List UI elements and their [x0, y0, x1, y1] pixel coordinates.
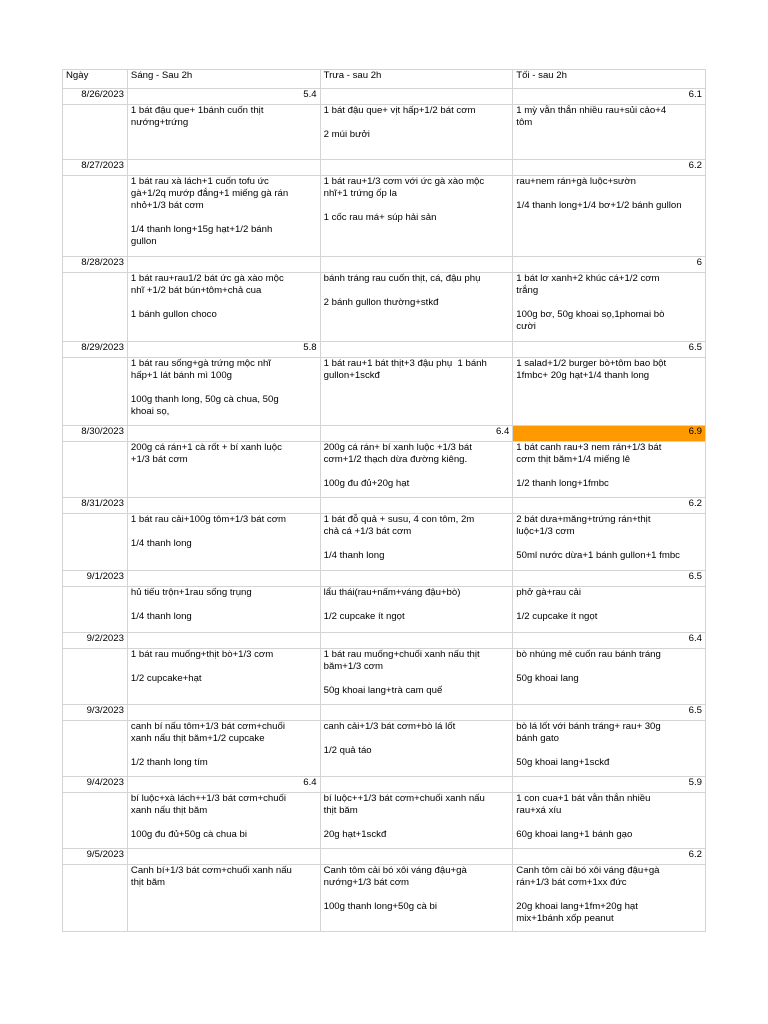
header-evening[interactable]: Tối - sau 2h — [513, 70, 706, 89]
meal-line: 50g khoai lang — [516, 673, 579, 684]
meal-line — [131, 382, 317, 394]
meal-line: 2 bánh gullon thường+stkđ — [323, 297, 439, 308]
glucose-value-morning[interactable] — [127, 633, 320, 649]
meal-cell-noon[interactable] — [320, 721, 513, 777]
meal-line: 60g khoai lang+1 bánh gạo — [516, 829, 633, 840]
meal-line: 1 bát rau sống+gà trứng mộc nhĩ — [130, 358, 271, 369]
glucose-value-evening[interactable]: 6.2 — [513, 498, 706, 514]
meal-cell-noon[interactable] — [320, 793, 513, 849]
meal-cell-morning[interactable] — [127, 793, 320, 849]
empty-cell[interactable] — [63, 721, 128, 777]
meal-cell-noon[interactable] — [320, 176, 513, 257]
meal-line: 1 bát rau+1 bát thịt+3 đậu phụ 1 bánh — [323, 358, 487, 369]
empty-cell[interactable] — [63, 358, 128, 426]
glucose-value-evening[interactable]: 6.2 — [513, 160, 706, 176]
header-date[interactable]: Ngày — [63, 70, 128, 89]
meal-line: 200g cá rán+1 cà rốt + bí xanh luộc — [130, 442, 282, 453]
empty-cell[interactable] — [63, 649, 128, 705]
empty-cell[interactable] — [63, 105, 128, 160]
meal-line: rán+1/3 bát cơm+1xx đức — [516, 877, 627, 888]
glucose-value-evening[interactable]: 6.5 — [513, 342, 706, 358]
meal-line — [324, 466, 510, 478]
meal-line: 2 múi bưởi — [323, 129, 370, 140]
meal-line: canh cải+1/3 bát cơm+bò lá lốt — [323, 721, 456, 732]
glucose-value-noon[interactable] — [320, 160, 513, 176]
glucose-value-morning[interactable] — [127, 705, 320, 721]
meal-line: 1 bát rau+rau1/2 bát ức gà xào mộc — [130, 273, 284, 284]
meal-line: tôm — [516, 117, 533, 128]
meal-row — [63, 273, 706, 342]
meal-line: cười — [516, 321, 536, 332]
glucose-value-morning[interactable] — [127, 160, 320, 176]
meal-line: 1 bát rau+1/3 cơm với ức gà xào mộc — [323, 176, 485, 187]
meal-cell-morning[interactable] — [127, 442, 320, 498]
meal-line: nhĩ +1/2 bát bún+tôm+chả cua — [130, 285, 262, 296]
meal-line: cơm thịt băm+1/4 miếng lê — [516, 454, 631, 465]
date-cell[interactable]: 9/2/2023 — [63, 633, 128, 649]
meal-row — [63, 721, 706, 777]
meal-row — [63, 176, 706, 257]
date-cell[interactable]: 8/26/2023 — [63, 89, 128, 105]
glucose-value-noon[interactable] — [320, 777, 513, 793]
glucose-value-noon[interactable] — [320, 257, 513, 273]
meal-line: 100g thanh long+50g cà bi — [323, 901, 437, 912]
date-row — [63, 426, 706, 442]
meal-line — [516, 599, 702, 611]
meal-line: 1 bát rau muống+thịt bò+1/3 cơm — [130, 649, 274, 660]
meal-line: 1 bát đậu que+ 1bánh cuốn thịt — [130, 105, 264, 116]
meal-line: 1 mỳ vằn thắn nhiều rau+sủi cảo+4 — [516, 105, 667, 116]
meal-line: 1/2 cupcake ít ngọt — [516, 611, 598, 622]
empty-cell[interactable] — [63, 176, 128, 257]
meal-line: 20g khoai lang+1fm+20g hạt — [516, 901, 638, 912]
date-cell[interactable]: 8/31/2023 — [63, 498, 128, 514]
meal-line — [516, 745, 702, 757]
date-row — [63, 160, 706, 176]
glucose-value-morning[interactable] — [127, 498, 320, 514]
glucose-value-morning[interactable] — [127, 849, 320, 865]
meal-line — [516, 297, 702, 309]
meal-line: 50ml nước dừa+1 bánh gullon+1 fmbc — [516, 550, 680, 561]
meal-line: 200g cá rán+ bí xanh luộc +1/3 bát — [323, 442, 472, 453]
meal-cell-morning[interactable] — [127, 514, 320, 571]
meal-line — [324, 538, 510, 550]
meal-row — [63, 587, 706, 633]
meal-line: hủ tiếu trộn+1rau sống trụng — [130, 587, 252, 598]
date-row — [63, 705, 706, 721]
meal-line: 1/4 thanh long+15g hạt+1/2 bánh — [130, 224, 273, 235]
meal-line: 1 cốc rau má+ súp hải sản — [323, 212, 437, 223]
empty-cell[interactable] — [63, 865, 128, 932]
meal-row — [63, 865, 706, 932]
glucose-value-noon[interactable] — [320, 571, 513, 587]
meal-line: 2 bát dưa+măng+trứng rán+thịt — [516, 514, 651, 525]
meal-log-table — [62, 69, 706, 932]
meal-cell-morning[interactable] — [127, 273, 320, 342]
meal-line: 1 bát rau xà lách+1 cuốn tofu ức — [130, 176, 269, 187]
meal-line: 1/2 thanh long tím — [130, 757, 208, 768]
meal-line: 1/2 thanh long+1fmbc — [516, 478, 609, 489]
glucose-value-evening[interactable]: 6.4 — [513, 633, 706, 649]
meal-row — [63, 105, 706, 160]
meal-line: 100g đu đủ+20g hạt — [323, 478, 410, 489]
meal-cell-noon[interactable] — [320, 514, 513, 571]
meal-cell-morning[interactable] — [127, 865, 320, 932]
meal-line: 1/4 thanh long+1/4 bơ+1/2 bánh gullon — [516, 200, 682, 211]
meal-cell-evening[interactable] — [513, 273, 706, 342]
meal-line: 100g đu đủ+50g cà chua bi — [130, 829, 247, 840]
meal-line: luộc+1/3 cơm — [516, 526, 575, 537]
meal-line — [324, 733, 510, 745]
meal-line: thịt băm — [323, 805, 358, 816]
meal-line: 1/4 thanh long — [323, 550, 385, 561]
meal-line — [516, 466, 702, 478]
glucose-value-evening[interactable]: 6.5 — [513, 571, 706, 587]
meal-line: Canh bí+1/3 bát cơm+chuối xanh nấu — [130, 865, 292, 876]
empty-cell[interactable] — [63, 514, 128, 571]
meal-cell-evening[interactable] — [513, 721, 706, 777]
meal-line: 1 bát rau cải+100g tôm+1/3 bát cơm — [130, 514, 287, 525]
glucose-value-noon[interactable] — [320, 633, 513, 649]
meal-line: xanh nấu thịt băm+1/2 cupcake — [130, 733, 265, 744]
date-row — [63, 633, 706, 649]
meal-line: 1fmbc+ 20g hạt+1/4 thanh long — [516, 370, 650, 381]
meal-cell-evening[interactable] — [513, 176, 706, 257]
glucose-value-evening[interactable]: 6.9 — [513, 426, 706, 442]
meal-line: mix+1bánh xốp peanut — [516, 913, 614, 924]
meal-line — [131, 212, 317, 224]
meal-line: thịt băm — [130, 877, 166, 888]
meal-cell-noon[interactable] — [320, 649, 513, 705]
meal-cell-noon[interactable] — [320, 865, 513, 932]
empty-cell[interactable] — [63, 273, 128, 342]
glucose-value-morning[interactable]: 5.8 — [127, 342, 320, 358]
meal-line: 1 bát đỗ quả + susu, 4 con tôm, 2m — [323, 514, 475, 525]
meal-line — [131, 297, 317, 309]
meal-line — [324, 889, 510, 901]
glucose-value-evening[interactable]: 6.5 — [513, 705, 706, 721]
meal-line: 1 bát lơ xanh+2 khúc cá+1/2 cơm — [516, 273, 660, 284]
meal-line — [131, 817, 317, 829]
meal-line: băm+1/3 cơm — [323, 661, 383, 672]
empty-cell[interactable] — [63, 587, 128, 633]
meal-cell-morning[interactable] — [127, 176, 320, 257]
meal-line: gullon — [130, 236, 157, 247]
meal-row — [63, 442, 706, 498]
date-row — [63, 849, 706, 865]
glucose-value-noon[interactable] — [320, 89, 513, 105]
meal-line: 100g thanh long, 50g cà chua, 50g — [130, 394, 279, 405]
meal-line: nướng+1/3 bát cơm — [323, 877, 410, 888]
meal-line: canh bí nấu tôm+1/3 bát cơm+chuối — [130, 721, 285, 732]
meal-line — [516, 661, 702, 673]
meal-line: 20g hạt+1sckđ — [323, 829, 387, 840]
meal-row — [63, 793, 706, 849]
meal-line: cơm+1/2 thạch dừa đường kiêng. — [323, 454, 468, 465]
meal-line: 1 bát canh rau+3 nem rán+1/3 bát — [516, 442, 662, 453]
meal-line: bánh gato — [516, 733, 559, 744]
meal-line: 50g khoai lang+trà cam quế — [323, 685, 443, 696]
meal-line: khoai sọ, — [130, 406, 170, 417]
date-cell[interactable]: 8/27/2023 — [63, 160, 128, 176]
glucose-value-evening[interactable]: 6.2 — [513, 849, 706, 865]
header-noon[interactable]: Trưa - sau 2h — [320, 70, 513, 89]
meal-line — [516, 538, 702, 550]
meal-cell-evening[interactable] — [513, 105, 706, 160]
empty-cell[interactable] — [63, 793, 128, 849]
meal-line: xanh nấu thịt băm — [130, 805, 208, 816]
meal-line: trắng — [516, 285, 539, 296]
meal-cell-noon[interactable] — [320, 587, 513, 633]
meal-cell-evening[interactable] — [513, 442, 706, 498]
meal-line — [324, 285, 510, 297]
meal-line: rau+nem rán+gà luộc+sườn — [516, 176, 636, 187]
meal-cell-evening[interactable] — [513, 649, 706, 705]
date-row — [63, 257, 706, 273]
meal-cell-noon[interactable] — [320, 358, 513, 426]
glucose-value-noon[interactable] — [320, 498, 513, 514]
date-cell[interactable]: 8/29/2023 — [63, 342, 128, 358]
meal-line: Canh tôm cải bó xôi váng đậu+gà — [516, 865, 660, 876]
meal-line: nhĩ+1 trứng ốp la — [323, 188, 397, 199]
meal-line: 1 bát đậu que+ vịt hấp+1/2 bát cơm — [323, 105, 476, 116]
date-cell[interactable]: 8/30/2023 — [63, 426, 128, 442]
meal-line: 1 con cua+1 bát vằn thắn nhiều — [516, 793, 651, 804]
meal-line: 100g bơ, 50g khoai sọ,1phomai bò — [516, 309, 665, 320]
date-row — [63, 777, 706, 793]
glucose-value-noon[interactable] — [320, 705, 513, 721]
meal-row — [63, 649, 706, 705]
glucose-value-noon[interactable] — [320, 342, 513, 358]
date-row — [63, 342, 706, 358]
glucose-value-noon[interactable] — [320, 849, 513, 865]
meal-line: 50g khoai lang+1sckđ — [516, 757, 610, 768]
meal-line: chả cá +1/3 bát cơm — [323, 526, 412, 537]
meal-cell-morning[interactable] — [127, 649, 320, 705]
meal-line: bò nhúng mẻ cuốn rau bánh tráng — [516, 649, 661, 660]
glucose-value-evening[interactable]: 6.1 — [513, 89, 706, 105]
meal-cell-morning[interactable] — [127, 721, 320, 777]
meal-cell-evening[interactable] — [513, 358, 706, 426]
meal-line: bánh tráng rau cuốn thịt, cá, đậu phụ — [323, 273, 481, 284]
date-cell[interactable]: 9/3/2023 — [63, 705, 128, 721]
meal-cell-noon[interactable] — [320, 105, 513, 160]
meal-line: gullon+1sckđ — [323, 370, 380, 381]
meal-line: lẩu thái(rau+nấm+váng đậu+bò) — [323, 587, 461, 598]
meal-line: nướng+trứng — [130, 117, 189, 128]
glucose-value-evening[interactable]: 5.9 — [513, 777, 706, 793]
date-cell[interactable]: 9/4/2023 — [63, 777, 128, 793]
meal-cell-noon[interactable] — [320, 273, 513, 342]
glucose-value-morning[interactable] — [127, 257, 320, 273]
meal-line — [324, 673, 510, 685]
meal-line: 1/2 quả táo — [323, 745, 372, 756]
meal-cell-evening[interactable] — [513, 587, 706, 633]
glucose-value-morning[interactable]: 6.4 — [127, 777, 320, 793]
meal-line — [131, 599, 317, 611]
meal-line: +1/3 bát cơm — [130, 454, 188, 465]
date-row — [63, 571, 706, 587]
meal-cell-morning[interactable] — [127, 105, 320, 160]
glucose-value-morning[interactable]: 5.4 — [127, 89, 320, 105]
glucose-value-morning[interactable] — [127, 426, 320, 442]
meal-line: bí luộc+xà lách++1/3 bát cơm+chuối — [130, 793, 287, 804]
date-cell[interactable]: 9/1/2023 — [63, 571, 128, 587]
meal-line: hấp+1 lát bánh mì 100g — [130, 370, 233, 381]
glucose-value-noon[interactable]: 6.4 — [320, 426, 513, 442]
meal-cell-morning[interactable] — [127, 587, 320, 633]
meal-line — [516, 188, 702, 200]
meal-line: bò lá lốt với bánh tráng+ rau+ 30g — [516, 721, 661, 732]
meal-line: 1 bánh gullon choco — [130, 309, 217, 320]
meal-line: bí luộc++1/3 bát cơm+chuối xanh nấu — [323, 793, 485, 804]
meal-line — [324, 117, 510, 129]
meal-line — [131, 661, 317, 673]
meal-cell-evening[interactable] — [513, 514, 706, 571]
meal-line: 1/2 cupcake+hạt — [130, 673, 202, 684]
meal-line — [324, 817, 510, 829]
meal-line — [131, 745, 317, 757]
meal-cell-evening[interactable] — [513, 865, 706, 932]
meal-row — [63, 514, 706, 571]
meal-cell-noon[interactable] — [320, 442, 513, 498]
glucose-value-evening[interactable]: 6 — [513, 257, 706, 273]
date-cell[interactable]: 8/28/2023 — [63, 257, 128, 273]
empty-cell[interactable] — [63, 442, 128, 498]
meal-cell-evening[interactable] — [513, 793, 706, 849]
meal-line: rau+xá xíu — [516, 805, 562, 816]
glucose-value-morning[interactable] — [127, 571, 320, 587]
date-row — [63, 89, 706, 105]
header-morning[interactable]: Sáng - Sau 2h — [127, 70, 320, 89]
meal-line: gà+1/2q mướp đắng+1 miếng gà rán — [130, 188, 289, 199]
meal-line — [516, 817, 702, 829]
meal-line: 1 bát rau muống+chuối xanh nấu thịt — [323, 649, 480, 660]
meal-line: 1 salad+1/2 burger bò+tôm bao bột — [516, 358, 667, 369]
meal-line — [516, 889, 702, 901]
meal-line — [131, 526, 317, 538]
meal-row — [63, 358, 706, 426]
meal-line: 1/4 thanh long — [130, 538, 192, 549]
meal-line: 1/4 thanh long — [130, 611, 192, 622]
meal-line — [324, 599, 510, 611]
meal-line: nhỏ+1/3 bát cơm — [130, 200, 204, 211]
header-row — [63, 70, 706, 89]
meal-line: phở gà+rau cải — [516, 587, 581, 598]
date-cell[interactable]: 9/5/2023 — [63, 849, 128, 865]
meal-line: 1/2 cupcake ít ngọt — [323, 611, 405, 622]
meal-cell-morning[interactable] — [127, 358, 320, 426]
date-row — [63, 498, 706, 514]
meal-line — [324, 200, 510, 212]
meal-line: Canh tôm cải bó xôi váng đậu+gà — [323, 865, 467, 876]
